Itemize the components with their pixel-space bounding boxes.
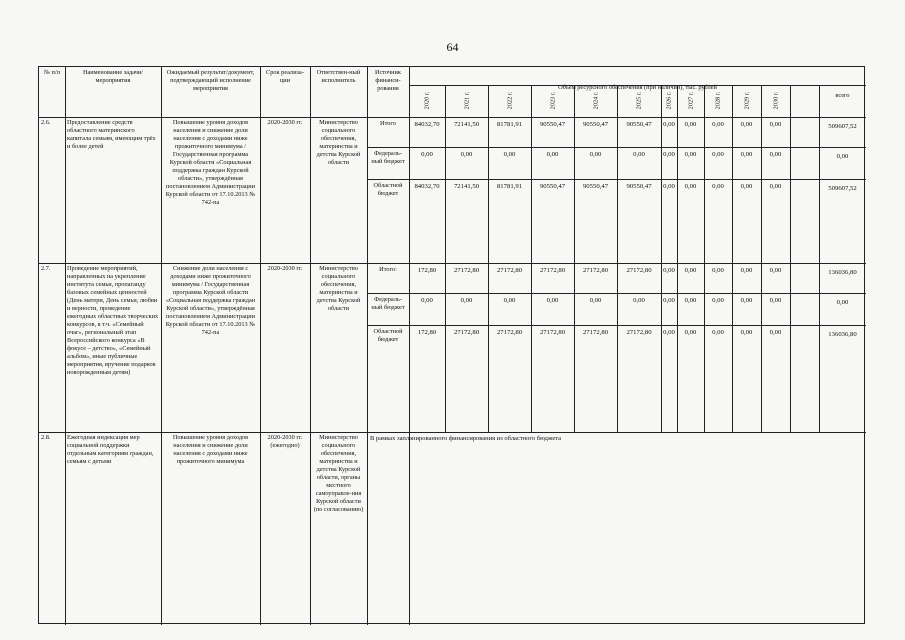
row-name: Ежегодная индексация мер социальной поддержки отдельным категориям граждан, семьям с детьми [67, 434, 154, 465]
resource-table [38, 66, 865, 624]
funding-value: 0,00 [740, 151, 753, 158]
funding-value: 27172,80 [626, 267, 652, 274]
funding-value: 90550,47 [582, 183, 609, 190]
funding-value: 27172,80 [582, 267, 609, 274]
funding-value: 27172,80 [453, 267, 480, 274]
funding-value: 27172,80 [539, 329, 566, 336]
funding-value: 0,00 [684, 297, 697, 304]
table-rule [661, 85, 662, 432]
funding-value: 0,00 [663, 183, 675, 190]
funding-value: 27172,80 [496, 329, 523, 336]
table-rule [367, 179, 866, 180]
funding-total: 0,00 [836, 153, 849, 160]
header-year: 2028 г. [714, 91, 722, 110]
funding-value: 84032,70 [414, 183, 440, 190]
funding-value: 81781,91 [496, 183, 523, 190]
funding-source: Областной бюджет [373, 182, 403, 197]
header-year: 2026 г. [665, 91, 673, 110]
funding-value: 27172,80 [496, 267, 523, 274]
funding-value: 0,00 [421, 297, 433, 304]
table-rule [761, 85, 762, 432]
header-total: всего [835, 92, 850, 99]
funding-value: 27172,80 [539, 267, 566, 274]
funding-value: 81781,91 [496, 121, 523, 128]
funding-value: 0,00 [740, 297, 753, 304]
funding-value: 0,00 [684, 267, 697, 274]
funding-value: 0,00 [589, 151, 602, 158]
funding-value: 72141,50 [453, 121, 480, 128]
funding-value: 0,00 [712, 297, 724, 304]
row-responsible: Министерство социального обеспечения, материнства и детства Курской области [316, 265, 361, 312]
funding-source: Федераль-ный бюджет [371, 296, 405, 311]
funding-total: 0,00 [836, 299, 849, 306]
funding-total: 136036,80 [828, 331, 857, 338]
table-rule [574, 85, 575, 432]
funding-value: 0,00 [663, 121, 675, 128]
funding-value: 0,00 [684, 183, 697, 190]
funding-value: 27172,80 [626, 329, 652, 336]
table-rule [617, 85, 618, 432]
funding-source: Итого: [379, 266, 397, 273]
funding-value: 172,80 [417, 329, 437, 336]
funding-value: 0,00 [421, 151, 433, 158]
funding-total: 509607,52 [828, 185, 857, 192]
row-term: 2020-2030 гг. (ежегодно) [267, 434, 303, 449]
funding-value: 0,00 [740, 121, 753, 128]
header-year: 2029 г. [743, 91, 750, 110]
funding-value: 0,00 [769, 151, 782, 158]
funding-value: 0,00 [712, 121, 724, 128]
header-year: 2024 г. [592, 91, 599, 110]
funding-value: 90550,47 [582, 121, 609, 128]
row-name: Предоставление средств областного материнского капитала семьям, имеющим трёх и более детей [67, 119, 156, 150]
header-name: Наименование задачи/мероприятия [82, 69, 144, 84]
header-source: Источник финанси-рования [375, 69, 401, 92]
row-name: Проведение мероприятий, направленных на укрепление института семьи, пропаганду базовых семейных ценностей (День матери, День семьи, любви и верности, проведение ежегодных областных творческих конкурсов, в т.ч. «Семейный очаг», региональный этап Всероссийского конкурса «В фокусе – детство», «Семейный альбом», иные публичные мероприятия, вручение подарков новорожденным детям) [67, 265, 159, 376]
funding-value: 90550,47 [626, 183, 652, 190]
funding-value: 0,00 [769, 267, 782, 274]
funding-value: 0,00 [740, 267, 753, 274]
table-rule [819, 85, 820, 432]
funding-value: 90550,47 [539, 183, 566, 190]
funding-value: 0,00 [712, 183, 724, 190]
funding-value: 0,00 [712, 267, 724, 274]
table-rule [531, 85, 532, 432]
row-term: 2020-2030 гг. [267, 119, 303, 126]
table-rule [367, 325, 866, 326]
table-rule [704, 85, 705, 432]
table-rule [732, 85, 733, 432]
table-rule [367, 147, 866, 148]
table-rule [790, 85, 791, 432]
funding-value: 0,00 [769, 329, 782, 336]
table-rule [488, 85, 489, 432]
row-result: Повышение уровня доходов населения и снижение доли населения с доходами ниже прожиточного минимума / Государственная программа Курской области «Социальная поддержка граждан Курской области», утверждённая постановлением Администрации Курской области от 17.10.2013 № 742-па [165, 119, 256, 206]
funding-value: 0,00 [460, 151, 473, 158]
funding-value: 0,00 [769, 297, 782, 304]
table-rule [445, 85, 446, 432]
funding-value: 0,00 [663, 151, 675, 158]
header-volume: Объём ресурсного обеспечения (при наличии), тыс. рублей [558, 84, 717, 91]
funding-source: Итого [380, 120, 396, 127]
page-number: 64 [446, 40, 459, 54]
table-rule [677, 85, 678, 432]
funding-value: 0,00 [684, 329, 697, 336]
funding-value: 0,00 [712, 329, 724, 336]
funding-value: 90550,47 [626, 121, 652, 128]
funding-source: Федераль-ный бюджет [371, 150, 405, 165]
funding-value: 0,00 [633, 297, 645, 304]
funding-value: 90550,47 [539, 121, 566, 128]
funding-total: 509607,52 [828, 123, 857, 130]
header-year: 2030 г. [772, 91, 779, 110]
header-year: 2022 г. [506, 91, 513, 110]
funding-value: 0,00 [663, 267, 675, 274]
row-term: 2020-2030 гг. [267, 265, 303, 272]
row-number: 2.6. [41, 119, 51, 126]
funding-value: 0,00 [460, 297, 473, 304]
table-rule [260, 67, 261, 625]
funding-value: 0,00 [503, 297, 516, 304]
funding-value: 0,00 [684, 151, 697, 158]
funding-value: 27172,80 [582, 329, 609, 336]
funding-value: 0,00 [633, 151, 645, 158]
funding-value: 0,00 [546, 297, 559, 304]
funding-value: 0,00 [663, 297, 675, 304]
header-year: 2020 г. [423, 91, 431, 110]
funding-value: 0,00 [769, 121, 782, 128]
header-responsible: Ответствен-ный исполнитель [316, 69, 361, 84]
funding-total: 136036,80 [828, 269, 857, 276]
funding-value: 27172,80 [453, 329, 480, 336]
funding-value: 172,80 [417, 267, 437, 274]
funding-value: 72141,50 [453, 183, 480, 190]
funding-source: Областной бюджет [373, 328, 403, 343]
row-result: Повышение уровня доходов населения и снижение доли населения с доходами ниже прожиточного минимума [172, 434, 249, 465]
funding-value: 0,00 [663, 329, 675, 336]
header-year: 2027 г. [687, 91, 694, 110]
funding-value: 0,00 [684, 121, 697, 128]
funding-value: 0,00 [546, 151, 559, 158]
row-result: Снижение доли населения с доходами ниже прожиточного минимума / Государственная программа Курской области «Социальная поддержка граждан Курской области», утверждённая постановлением Администрации Курской области от 17.10.2013 № 742-па [165, 265, 256, 336]
header-result: Ожидаемый результат/документ, подтверждающий исполнение мероприятия [166, 69, 255, 92]
header-year: 2021 г. [463, 91, 470, 110]
funding-note: В рамках запланированного финансирования из областного бюджета [370, 435, 562, 442]
header-year: 2025 г. [635, 91, 643, 110]
row-responsible: Министерство социального обеспечения, материнства и детства Курской области, органы местного самоуправле-ния Курской области (по согласованию) [313, 434, 364, 513]
table-rule [367, 293, 866, 294]
funding-value: 84032,70 [414, 121, 440, 128]
funding-value: 0,00 [712, 151, 724, 158]
funding-value: 0,00 [503, 151, 516, 158]
header-year: 2023 г. [549, 91, 556, 110]
funding-value: 0,00 [589, 297, 602, 304]
row-responsible: Министерство социального обеспечения, материнства и детства Курской области [316, 119, 361, 166]
row-number: 2.8. [41, 434, 51, 441]
header-no: № п/п [43, 69, 61, 76]
funding-value: 0,00 [740, 183, 753, 190]
funding-value: 0,00 [740, 329, 753, 336]
row-number: 2.7. [41, 265, 51, 272]
header-term: Срок реализа-ции [266, 69, 304, 84]
funding-value: 0,00 [769, 183, 782, 190]
